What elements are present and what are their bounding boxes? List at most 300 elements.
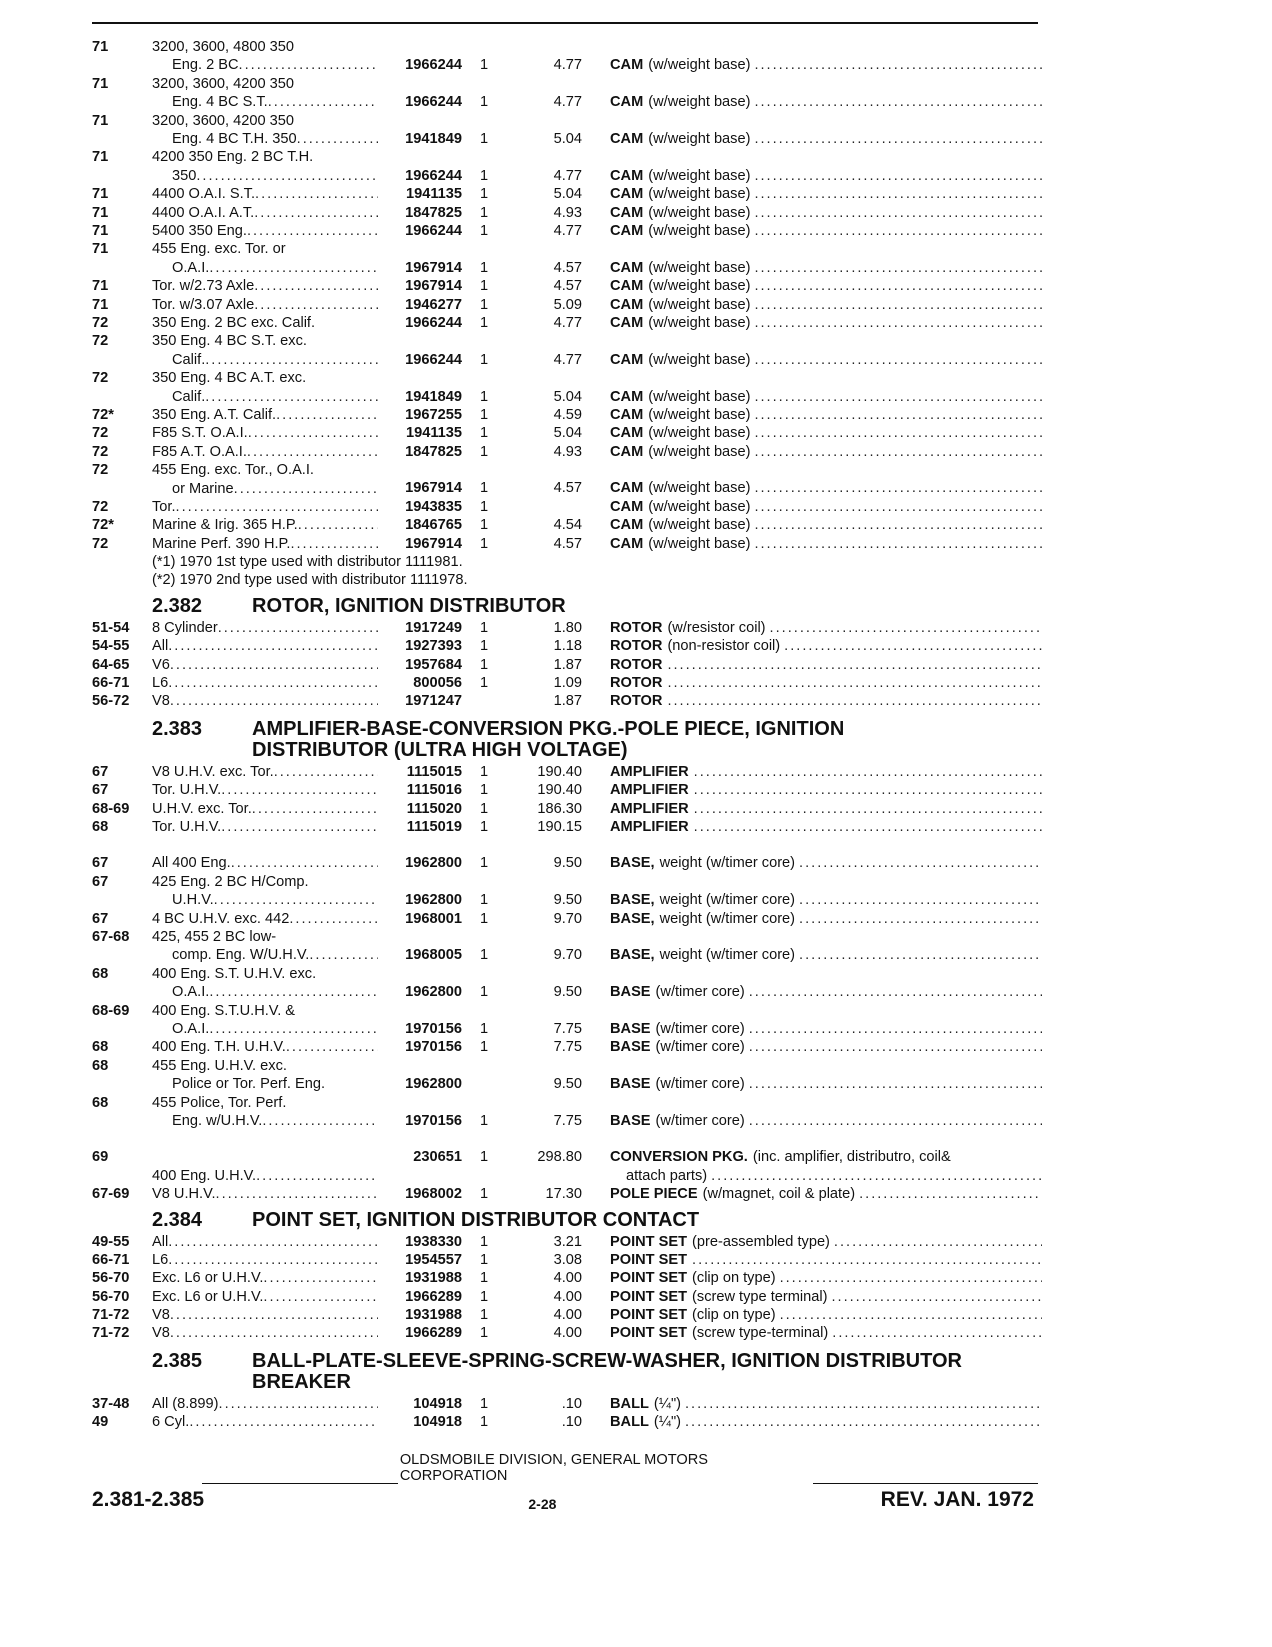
table-row	[92, 854, 1042, 872]
description-line-2	[610, 1167, 1042, 1185]
quantity: 1	[480, 1395, 489, 1412]
model-year: 67	[92, 782, 109, 799]
section-title: POINT SET, IGNITION DISTRIBUTOR CONTACT	[252, 1208, 700, 1231]
leader-dots	[832, 1324, 1042, 1342]
leader-dots	[170, 1324, 378, 1342]
quantity: 1	[480, 1039, 489, 1056]
description	[610, 1020, 1042, 1038]
application-cell	[152, 1057, 378, 1094]
item-detail: (w/weight base)	[648, 388, 751, 405]
application-line	[152, 1167, 378, 1185]
footer-rule-right	[813, 1473, 1038, 1484]
application-line	[152, 406, 378, 424]
item-detail: (w/weight base)	[648, 94, 751, 111]
description	[610, 388, 1042, 406]
item-name: BASE	[610, 1020, 651, 1037]
leader-dots	[694, 781, 1042, 799]
section-title: AMPLIFIER-BASE-CONVERSION PKG.-POLE PIECE, IGNITION	[252, 717, 845, 740]
model-year: 68	[92, 965, 109, 982]
table-row	[92, 692, 1042, 710]
leader-dots	[694, 800, 1042, 818]
description	[610, 130, 1042, 148]
application-cell	[152, 800, 378, 818]
model-year: 71	[92, 204, 109, 221]
item-name: BASE	[610, 1076, 651, 1093]
description	[610, 185, 1042, 203]
model-year: 71	[92, 39, 109, 55]
application-cell	[152, 1185, 378, 1203]
description	[610, 1413, 1042, 1431]
application-line	[152, 1185, 378, 1203]
part-number: 1941849	[405, 388, 462, 405]
table-row	[92, 277, 1042, 295]
part-number: 1966289	[405, 1288, 462, 1305]
application-text: U.H.V.	[172, 892, 214, 909]
application-line-empty	[152, 1148, 378, 1166]
part-number: 1966244	[405, 222, 462, 239]
application-line	[152, 781, 378, 799]
leader-dots	[754, 443, 1042, 461]
application-line-2	[152, 93, 378, 111]
model-year: 67	[92, 855, 109, 872]
item-name: AMPLIFIER	[610, 763, 689, 780]
quantity: 1	[480, 259, 489, 276]
quantity: 1	[480, 1325, 489, 1342]
price: 190.40	[537, 763, 582, 780]
application-text: 4 BC U.H.V. exc. 442	[152, 910, 290, 927]
application-text: Tor. w/2.73 Axle	[152, 278, 255, 295]
application-text: 425, 455 2 BC low-	[152, 928, 277, 945]
description	[610, 692, 1042, 710]
item-name: CAM	[610, 130, 644, 147]
application-cell	[152, 910, 378, 928]
item-detail: (w/weight base)	[648, 498, 751, 515]
price: 186.30	[537, 800, 582, 817]
leader-dots	[685, 1395, 1042, 1413]
quantity: 1	[480, 763, 489, 780]
leader-dots	[168, 674, 378, 692]
model-year: 71	[92, 112, 109, 129]
application-line-2	[152, 946, 378, 964]
leader-dots	[247, 222, 378, 240]
application-cell	[152, 637, 378, 655]
application-cell	[152, 1038, 378, 1056]
application-cell	[152, 1233, 378, 1251]
item-detail: (w/weight base)	[648, 57, 751, 74]
leader-dots	[262, 1112, 378, 1130]
leader-dots	[754, 56, 1042, 74]
leader-dots	[170, 1306, 378, 1324]
application-line-2	[152, 351, 378, 369]
part-number: 230651	[413, 1149, 462, 1166]
model-year: 72	[92, 370, 109, 387]
application-cell	[152, 965, 378, 1002]
section-title: ROTOR, IGNITION DISTRIBUTOR	[252, 594, 566, 617]
description	[610, 781, 1042, 799]
footer-page-number: 2-28	[528, 1496, 557, 1512]
cam-rows	[92, 38, 1042, 553]
application-line-1	[152, 1057, 378, 1075]
application-text: Marine & Irig. 365 H.P.	[152, 517, 298, 534]
parts-list	[92, 38, 1042, 1432]
application-cell	[152, 1413, 378, 1431]
leader-dots	[263, 1288, 378, 1306]
description	[610, 674, 1042, 692]
description	[610, 1038, 1042, 1056]
item-name: CAM	[610, 296, 644, 313]
price: 17.30	[545, 1186, 582, 1203]
part-number: 1966244	[405, 351, 462, 368]
application-cell	[152, 1288, 378, 1306]
table-row	[92, 1269, 1042, 1287]
application-line	[152, 910, 378, 928]
model-year: 72	[92, 535, 109, 552]
application-line-1	[152, 873, 378, 891]
price: 4.93	[553, 443, 582, 460]
description	[610, 1251, 1042, 1269]
description	[610, 637, 1042, 655]
leader-dots	[667, 692, 1042, 710]
leader-dots	[256, 1167, 378, 1185]
part-number: 1846765	[405, 517, 462, 534]
item-name: ROTOR	[610, 638, 663, 655]
item-detail: (w/weight base)	[648, 351, 751, 368]
part-number: 104918	[413, 1395, 462, 1412]
application-line-2	[152, 56, 378, 74]
quantity: 1	[480, 480, 489, 497]
quantity: 1	[480, 782, 489, 799]
description	[610, 1306, 1042, 1324]
item-name: CAM	[610, 535, 644, 552]
leader-dots	[170, 692, 378, 710]
application-cell	[152, 1251, 378, 1269]
item-detail-continued: attach parts)	[626, 1167, 708, 1184]
leader-dots	[711, 1167, 1042, 1185]
item-detail: (w/weight base)	[648, 425, 751, 442]
table-row	[92, 406, 1042, 424]
model-year: 71	[92, 296, 109, 313]
application-line	[152, 818, 378, 836]
application-line	[152, 1324, 378, 1342]
item-detail: (screw type terminal)	[692, 1288, 828, 1305]
price: 9.70	[553, 947, 582, 964]
model-year: 37-48	[92, 1395, 130, 1412]
quantity: 1	[480, 1270, 489, 1287]
leader-dots	[754, 498, 1042, 516]
description	[610, 479, 1042, 497]
description	[610, 1148, 1042, 1185]
description	[610, 443, 1042, 461]
part-number: 1970156	[405, 1039, 462, 1056]
item-name: CAM	[610, 498, 644, 515]
price: 4.57	[553, 480, 582, 497]
application-cell	[152, 818, 378, 836]
quantity: 1	[480, 388, 489, 405]
leader-dots	[209, 1020, 378, 1038]
price: 9.50	[553, 984, 582, 1001]
leader-dots	[170, 656, 378, 674]
leader-dots	[234, 480, 378, 498]
model-year: 68-69	[92, 800, 130, 817]
model-year: 56-72	[92, 693, 130, 710]
item-name: CAM	[610, 388, 644, 405]
application-text: 400 Eng. S.T. U.H.V. exc.	[152, 965, 317, 982]
table-row	[92, 1185, 1042, 1203]
table-row	[92, 619, 1042, 637]
item-name: ROTOR	[610, 619, 663, 636]
part-number: 1966244	[405, 57, 462, 74]
footer-publisher-line	[92, 1452, 1038, 1484]
application-cell	[152, 1002, 378, 1039]
leader-dots	[667, 656, 1042, 674]
footnote-2: (*2) 1970 2nd type used with distributor 1111978.	[152, 572, 468, 589]
leader-dots	[799, 891, 1042, 909]
table-row	[92, 112, 1042, 149]
model-year: 71	[92, 186, 109, 203]
application-cell	[152, 461, 378, 498]
rotor-rows	[92, 619, 1042, 711]
leader-dots	[799, 946, 1042, 964]
model-year: 51-54	[92, 619, 130, 636]
item-name: CAM	[610, 94, 644, 111]
application-cell	[152, 148, 378, 185]
application-line	[152, 1288, 378, 1306]
application-line	[152, 516, 378, 534]
part-number: 1954557	[405, 1251, 462, 1268]
application-line	[152, 424, 378, 442]
application-text: V8 U.H.V.	[152, 1186, 216, 1203]
item-detail: (pre-assembled type)	[692, 1233, 830, 1250]
leader-dots	[754, 167, 1042, 185]
model-year: 49-55	[92, 1233, 130, 1250]
application-line-2	[152, 259, 378, 277]
application-text: Tor. w/3.07 Axle	[152, 296, 255, 313]
item-name: BASE	[610, 1112, 651, 1129]
quantity: 1	[480, 800, 489, 817]
section-heading-amplifier	[92, 719, 1042, 761]
footnote-1: (*1) 1970 1st type used with distributor 1111981.	[152, 554, 463, 571]
application-text: 4400 O.A.I. S.T.	[152, 186, 256, 203]
price: 190.40	[537, 782, 582, 799]
table-row	[92, 38, 1042, 75]
application-line	[152, 1413, 378, 1431]
table-row	[92, 1057, 1042, 1094]
leader-dots	[168, 637, 378, 655]
application-text: or Marine	[172, 480, 234, 497]
price: 4.57	[553, 259, 582, 276]
item-name: BASE,	[610, 910, 655, 927]
application-line-1	[152, 112, 378, 130]
leader-dots	[176, 498, 378, 516]
item-detail: (clip on type)	[692, 1307, 776, 1324]
price: 1.09	[553, 675, 582, 692]
part-number: 1967914	[405, 278, 462, 295]
part-number: 104918	[413, 1414, 462, 1431]
part-number: 1966244	[405, 94, 462, 111]
description	[610, 222, 1042, 240]
price: 4.00	[553, 1325, 582, 1342]
table-row	[92, 75, 1042, 112]
model-year: 66-71	[92, 1251, 130, 1268]
model-year: 67	[92, 910, 109, 927]
part-number: 1115015	[406, 763, 462, 780]
application-text: V6	[152, 656, 170, 673]
item-detail: (w/weight base)	[648, 259, 751, 276]
application-text: 350	[172, 167, 197, 184]
amplifier-rows	[92, 763, 1042, 1204]
item-name: ROTOR	[610, 675, 663, 692]
application-text: O.A.I.	[172, 1020, 210, 1037]
part-number: 1938330	[405, 1233, 462, 1250]
quantity: 1	[480, 314, 489, 331]
table-row	[92, 1251, 1042, 1269]
price: 298.80	[537, 1149, 582, 1166]
application-line-1	[152, 1002, 378, 1020]
leader-dots	[268, 93, 378, 111]
item-name: CAM	[610, 186, 644, 203]
part-number: 1957684	[405, 656, 462, 673]
leader-dots	[297, 130, 378, 148]
table-row	[92, 222, 1042, 240]
application-line	[152, 619, 378, 637]
item-name: CAM	[610, 204, 644, 221]
quantity: 1	[480, 1414, 489, 1431]
quantity: 1	[480, 167, 489, 184]
model-year: 56-70	[92, 1288, 130, 1305]
table-row	[92, 910, 1042, 928]
price: 9.70	[553, 910, 582, 927]
price: 4.57	[553, 535, 582, 552]
model-year: 72	[92, 333, 109, 350]
leader-dots	[239, 56, 378, 74]
quantity: 1	[480, 517, 489, 534]
table-row	[92, 204, 1042, 222]
footer-bottom	[92, 1488, 1038, 1512]
quantity: 1	[480, 910, 489, 927]
application-line-1	[152, 965, 378, 983]
quantity: 1	[480, 892, 489, 909]
description	[610, 946, 1042, 964]
leader-dots	[309, 946, 378, 964]
application-text: 350 Eng. 4 BC S.T. exc.	[152, 333, 307, 350]
application-line	[152, 535, 378, 553]
description	[610, 1233, 1042, 1251]
part-number: 1946277	[405, 296, 462, 313]
application-line	[152, 443, 378, 461]
item-detail: (w/magnet, coil & plate)	[702, 1186, 856, 1203]
model-year: 68	[92, 1057, 109, 1074]
leader-dots	[754, 130, 1042, 148]
application-cell	[152, 1324, 378, 1342]
application-cell	[152, 38, 378, 75]
item-name: POLE PIECE	[610, 1186, 698, 1203]
model-year: 71	[92, 278, 109, 295]
model-year: 68	[92, 1094, 109, 1111]
application-line	[152, 185, 378, 203]
application-text: All	[152, 1233, 169, 1250]
application-line	[152, 656, 378, 674]
quantity: 1	[480, 443, 489, 460]
item-detail: (w/resistor coil)	[667, 619, 766, 636]
application-line-1	[152, 1094, 378, 1112]
leader-dots	[749, 1075, 1042, 1093]
application-text: Eng. 4 BC S.T.	[172, 94, 268, 111]
leader-dots	[290, 535, 378, 553]
table-row	[92, 461, 1042, 498]
footer-section-range: 2.381-2.385	[92, 1488, 205, 1511]
application-cell	[152, 928, 378, 965]
table-row	[92, 1148, 1042, 1185]
application-line	[152, 1306, 378, 1324]
item-name: CAM	[610, 517, 644, 534]
price: 4.93	[553, 204, 582, 221]
item-detail: (w/weight base)	[648, 130, 751, 147]
leader-dots	[754, 185, 1042, 203]
table-row	[92, 332, 1042, 369]
application-line-1	[152, 928, 378, 946]
quantity: 1	[480, 222, 489, 239]
section-number: 2.382	[152, 594, 203, 617]
application-text: 6 Cyl.	[152, 1414, 190, 1431]
description	[610, 656, 1042, 674]
table-row	[92, 443, 1042, 461]
part-number: 1927393	[405, 638, 462, 655]
part-number: 1917249	[405, 619, 462, 636]
item-detail: (w/weight base)	[648, 222, 751, 239]
application-cell	[152, 674, 378, 692]
model-year: 49	[92, 1414, 109, 1431]
application-line	[152, 854, 378, 872]
application-text: 4400 O.A.I. A.T.	[152, 204, 255, 221]
quantity: 1	[480, 1307, 489, 1324]
item-detail: weight (w/timer core)	[659, 947, 796, 964]
item-name: AMPLIFIER	[610, 800, 689, 817]
application-text: V8	[152, 1307, 170, 1324]
part-number: 1931988	[405, 1307, 462, 1324]
model-year: 67-68	[92, 928, 130, 945]
item-name: BASE	[610, 984, 651, 1001]
application-text: V8	[152, 1325, 170, 1342]
leader-dots	[221, 781, 378, 799]
description	[610, 259, 1042, 277]
application-cell	[152, 498, 378, 516]
application-text: 350 Eng. 4 BC A.T. exc.	[152, 370, 307, 387]
item-detail: (w/weight base)	[648, 480, 751, 497]
table-row	[92, 928, 1042, 965]
price: 4.77	[553, 314, 582, 331]
leader-dots	[754, 388, 1042, 406]
part-number: 1966244	[405, 314, 462, 331]
item-name: CAM	[610, 167, 644, 184]
application-line-2	[152, 891, 378, 909]
application-line	[152, 763, 378, 781]
leader-dots	[231, 854, 378, 872]
application-cell	[152, 1269, 378, 1287]
application-line	[152, 1233, 378, 1251]
price: 1.18	[553, 638, 582, 655]
leader-dots	[784, 637, 1042, 655]
item-detail: (w/weight base)	[648, 314, 751, 331]
model-year: 71	[92, 241, 109, 258]
item-detail: (w/timer core)	[655, 1112, 745, 1129]
item-detail: (w/timer core)	[655, 984, 745, 1001]
application-text: 350 Eng. 2 BC exc. Calif.	[152, 314, 316, 331]
model-year: 67	[92, 873, 109, 890]
section-heading-breaker	[92, 1351, 1042, 1393]
application-line-1	[152, 240, 378, 258]
price: .10	[561, 1414, 582, 1431]
quantity: 1	[480, 130, 489, 147]
